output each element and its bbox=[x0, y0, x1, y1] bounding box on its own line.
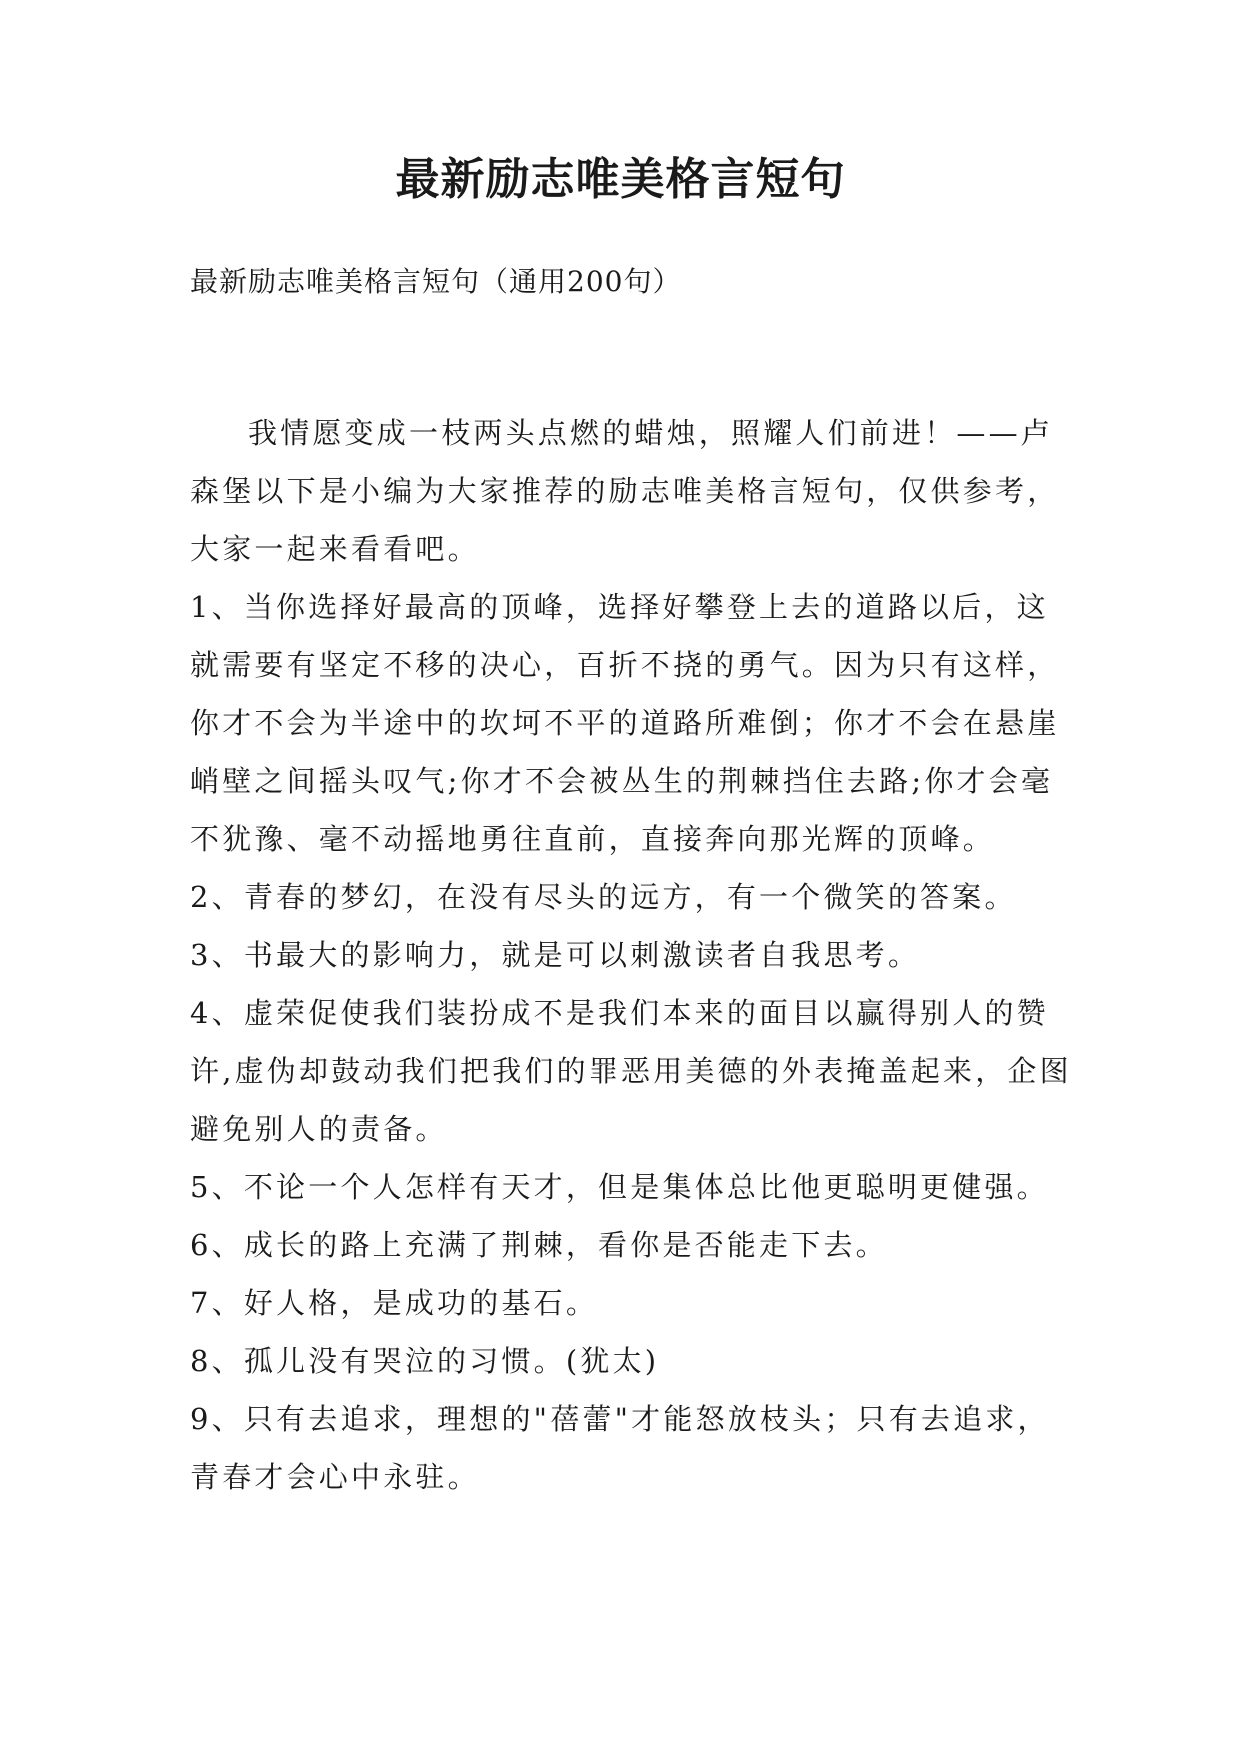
document-subtitle: 最新励志唯美格言短句（通用200句） bbox=[190, 265, 682, 298]
list-item: 2、青春的梦幻，在没有尽头的远方，有一个微笑的答案。 bbox=[190, 880, 1017, 914]
list-item: 8、孤儿没有哭泣的习惯。(犹太) bbox=[190, 1344, 660, 1378]
document-body bbox=[190, 404, 1080, 1506]
list-item: 6、成长的路上充满了荆棘，看你是否能走下去。 bbox=[190, 1228, 888, 1262]
list-item: 3、书最大的影响力，就是可以刺激读者自我思考。 bbox=[190, 938, 921, 972]
document-title: 最新励志唯美格言短句 bbox=[395, 154, 846, 205]
list-item: 9、只有去追求，理想的"蓓蕾"才能怒放枝头；只有去追求，青春才会心中永驻。 bbox=[190, 1402, 1050, 1494]
intro-paragraph: 我情愿变成一枝两头点燃的蜡烛，照耀人们前进！——卢森堡以下是小编为大家推荐的励志唯美格言短句，仅供参考，大家一起来看看吧。 bbox=[190, 416, 1060, 566]
list-item: 4、虚荣促使我们装扮成不是我们本来的面目以赢得别人的赞许,虚伪却鼓动我们把我们的罪恶用美德的外表掩盖起来，企图避免别人的责备。 bbox=[190, 996, 1072, 1146]
list-item: 5、不论一个人怎样有天才，但是集体总比他更聪明更健强。 bbox=[190, 1170, 1049, 1204]
list-item: 7、好人格，是成功的基石。 bbox=[190, 1286, 599, 1320]
list-item: 1、当你选择好最高的顶峰，选择好攀登上去的道路以后，这就需要有坚定不移的决心，百折不挠的勇气。因为只有这样，你才不会为半途中的坎坷不平的道路所难倒；你才不会在悬崖峭壁之间摇头叹气;你才不会被丛生的荆棘挡住去路;你才会毫不犹豫、毫不动摇地勇往直前，直接奔向那光辉的顶峰。 bbox=[190, 590, 1060, 856]
